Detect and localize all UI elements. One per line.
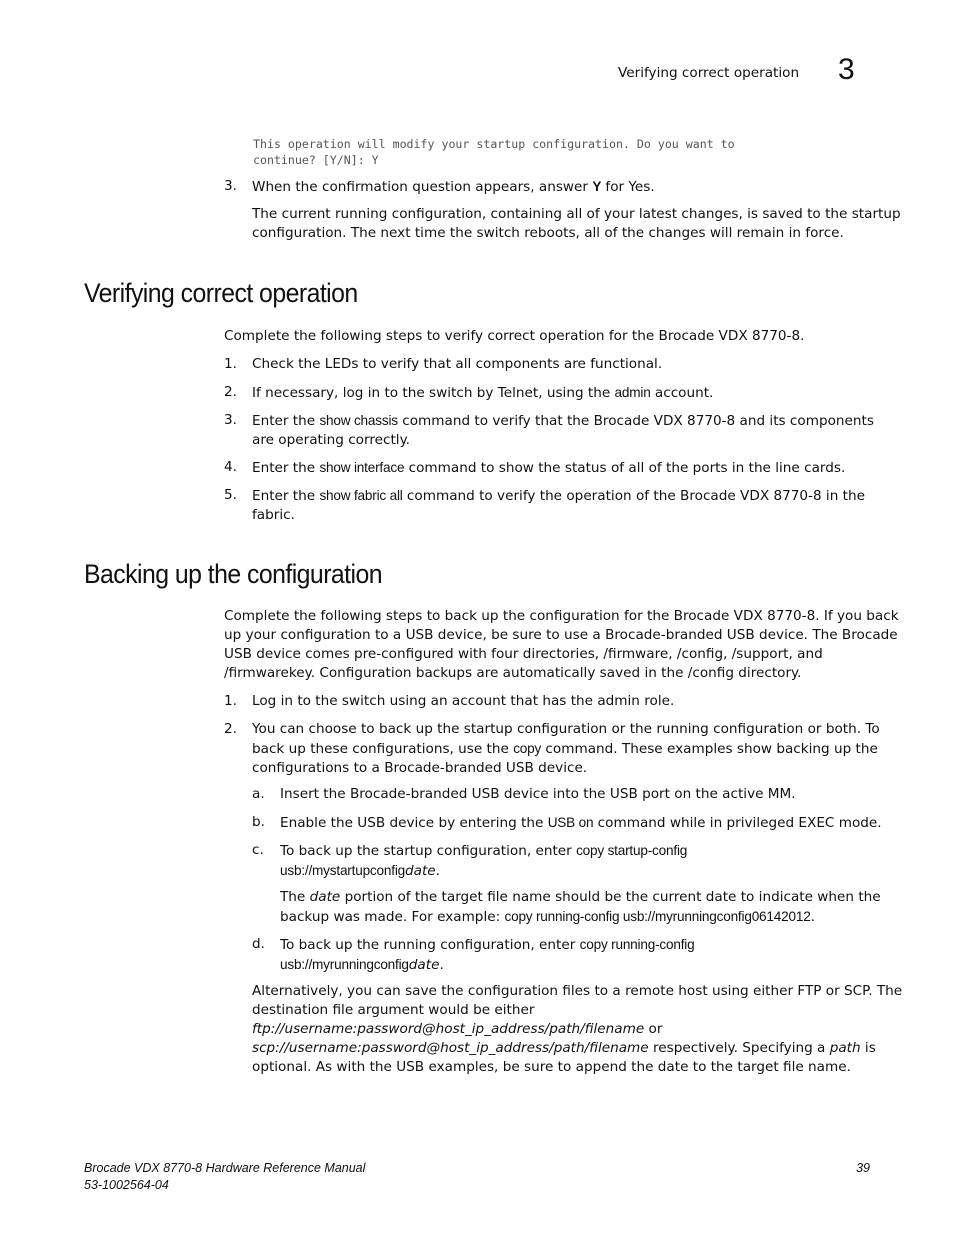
substep-text: [280, 841, 687, 881]
step-number: 3.: [224, 178, 237, 194]
text-line: configuration. The next time the switch reboots, all of the changes will remain in force.: [252, 225, 844, 241]
text-run: respectively. Specifying a: [648, 1040, 830, 1056]
substep-letter: b.: [252, 814, 265, 830]
text-line: [280, 907, 881, 927]
text-line: fabric.: [252, 507, 295, 523]
text-run: command. These examples show backing up the: [541, 741, 878, 757]
step-text: [252, 486, 865, 525]
step-number: 2.: [224, 721, 237, 737]
step-text: [252, 458, 845, 478]
variable: path: [829, 1040, 861, 1056]
command-name: copy: [513, 741, 542, 756]
substep-letter: d.: [252, 936, 265, 952]
paragraph: [252, 205, 901, 243]
text-line: [280, 861, 687, 881]
key-name: Y: [592, 179, 602, 194]
command-name: show fabric all: [319, 488, 403, 503]
step-number: 2.: [224, 384, 237, 400]
step-text: [252, 720, 880, 778]
text-run: Enable the USB device by entering the: [280, 815, 548, 831]
text-run: .: [435, 863, 440, 879]
command-name: usb://mystartupconfig: [280, 863, 406, 878]
text-line: are operating correctly.: [252, 432, 411, 448]
step-text: [252, 411, 874, 450]
text-line: [252, 411, 874, 431]
section-intro: Complete the following steps to verify correct operation for the Brocade VDX 8770-8.: [224, 328, 805, 344]
text-line: optional. As with the USB examples, be sure to append the date to the target file name.: [252, 1059, 851, 1075]
text-run: command to verify the operation of the Brocade VDX 8770-8 in the: [402, 488, 865, 504]
text-run: command to verify that the Brocade VDX 8770-8 and its components: [397, 413, 874, 429]
text-line: The current running configuration, containing all of your latest changes, is saved to the startup: [252, 206, 901, 222]
text-run: for Yes.: [601, 179, 655, 195]
text-run: command while in privileged EXEC mode.: [593, 815, 882, 831]
section-heading: Backing up the configuration: [84, 559, 383, 589]
text-line: [280, 888, 881, 907]
code-line: This operation will modify your startup configuration. Do you want to: [253, 137, 735, 151]
text-run: or: [644, 1021, 663, 1037]
text-line: [280, 955, 694, 975]
text-run: .: [810, 909, 815, 925]
variable: date: [309, 889, 341, 905]
step-number: 4.: [224, 459, 237, 475]
text-run: Enter the: [252, 488, 320, 504]
text-run: backup was made. For example:: [280, 909, 505, 925]
text-line: [280, 841, 687, 861]
text-run: Enter the: [252, 413, 320, 429]
alternative-paragraph: [252, 982, 902, 1077]
step-text: Log in to the switch using an account that has the admin role.: [252, 693, 675, 709]
note-paragraph: [280, 888, 881, 927]
section-heading: Verifying correct operation: [84, 278, 358, 308]
step-number: 5.: [224, 487, 237, 503]
command-name: admin: [614, 385, 651, 400]
chapter-number: 3: [838, 53, 855, 86]
text-line: USB device comes pre-configured with four directories, /firmware, /config, /support, and: [224, 646, 823, 662]
command-name: show chassis: [319, 413, 398, 428]
variable: date: [408, 957, 440, 973]
code-line: continue? [Y/N]: Y: [253, 153, 379, 167]
step-number: 1.: [224, 693, 237, 709]
command-name: usb://myrunningconfig: [280, 957, 409, 972]
step-text: [252, 383, 713, 403]
code-block: [253, 136, 735, 168]
text-run: .: [439, 957, 444, 973]
text-line: [252, 1039, 902, 1058]
variable: scp://username:password@host_ip_address/path/filename: [252, 1040, 649, 1056]
text-line: up your configuration to a USB device, be sure to use a Brocade-branded USB device. The Brocade: [224, 627, 898, 643]
running-header-title: Verifying correct operation: [618, 65, 800, 81]
page-number: 39: [856, 1161, 870, 1175]
substep-text: [280, 935, 694, 975]
text-run: command to show the status of all of the ports in the line cards.: [404, 460, 846, 476]
text-line: Alternatively, you can save the configuration files to a remote host using either FTP or SCP. The: [252, 983, 903, 999]
substep-letter: c.: [252, 842, 264, 858]
manual-title: Brocade VDX 8770-8 Hardware Reference Manual: [84, 1161, 366, 1175]
substep-text: [280, 813, 882, 833]
footer-left: [84, 1160, 365, 1194]
text-line: Complete the following steps to back up the configuration for the Brocade VDX 8770-8. If you back: [224, 608, 899, 624]
text-run: To back up the running configuration, enter: [280, 937, 580, 953]
variable: ftp://username:password@host_ip_address/path/filename: [252, 1021, 645, 1037]
text-run: If necessary, log in to the switch by Telnet, using the: [252, 385, 615, 401]
variable: date: [405, 863, 436, 879]
text-line: You can choose to back up the startup configuration or the running configuration or both. To: [252, 721, 880, 737]
command-name: copy running-config usb://myrunningconfig06142012: [504, 909, 811, 924]
step-number: 3.: [224, 412, 237, 428]
text-line: /firmwarekey. Configuration backups are automatically saved in the /config directory.: [224, 665, 802, 681]
text-line: destination file argument would be either: [252, 1002, 535, 1018]
document-number: 53-1002564-04: [84, 1178, 169, 1192]
substep-text: Insert the Brocade-branded USB device into the USB port on the active MM.: [280, 786, 796, 802]
text-run: account.: [650, 385, 714, 401]
text-line: [252, 739, 880, 759]
text-run: back up these configurations, use the: [252, 741, 514, 757]
text-run: portion of the target file name should be the current date to indicate when the: [340, 889, 881, 905]
text-run: The: [280, 889, 310, 905]
text-line: [252, 486, 865, 506]
text-line: [252, 1020, 902, 1039]
step-number: 1.: [224, 356, 237, 372]
text-run: is: [860, 1040, 876, 1056]
text-line: [280, 935, 694, 955]
command-name: copy startup-config: [576, 843, 688, 858]
command-name: USB on: [547, 815, 594, 830]
command-name: copy running-config: [579, 937, 695, 952]
text-run: Enter the: [252, 460, 320, 476]
text-run: When the confirmation question appears, answer: [252, 179, 593, 195]
substep-letter: a.: [252, 786, 265, 802]
step-text: [252, 177, 655, 197]
command-name: show interface: [319, 460, 405, 475]
text-run: To back up the startup configuration, enter: [280, 843, 577, 859]
section-intro: [224, 607, 899, 683]
step-text: Check the LEDs to verify that all components are functional.: [252, 356, 663, 372]
text-line: configurations to a Brocade-branded USB device.: [252, 760, 588, 776]
